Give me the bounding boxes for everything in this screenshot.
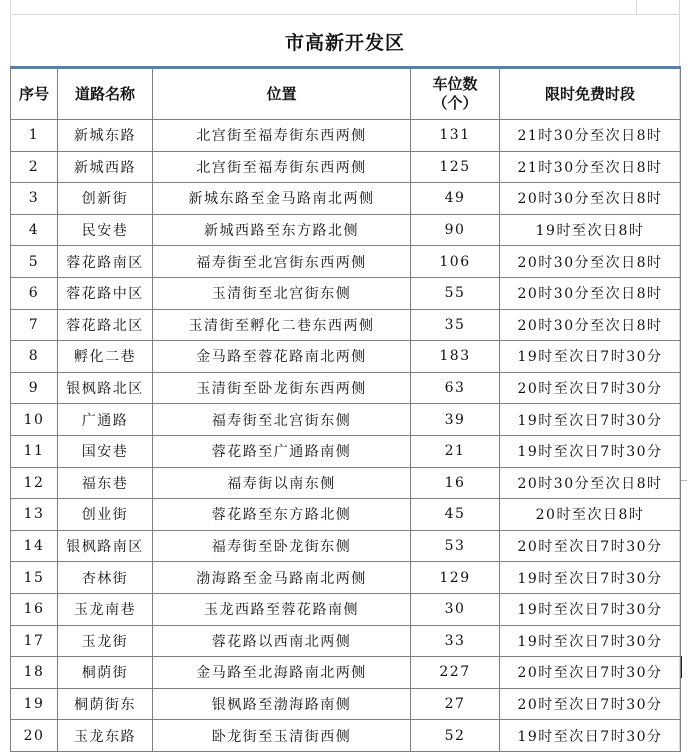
cell-space-count[interactable]: 39 bbox=[411, 404, 500, 436]
cell-location[interactable]: 卧龙街至玉清街西侧 bbox=[153, 720, 411, 752]
cell-space-count[interactable]: 27 bbox=[411, 688, 500, 720]
cell-no[interactable]: 19 bbox=[11, 688, 58, 720]
cell-location[interactable]: 福寿街至北宫街东侧 bbox=[153, 404, 411, 436]
cell-location[interactable]: 金马路至北海路南北两侧 bbox=[153, 657, 411, 689]
table-row bbox=[11, 499, 681, 531]
cell-space-count[interactable]: 33 bbox=[411, 625, 500, 657]
cell-free-period[interactable]: 19时至次日7时30分 bbox=[500, 562, 681, 594]
table-row bbox=[11, 214, 681, 246]
cell-no[interactable]: 13 bbox=[11, 499, 58, 531]
cell-no[interactable]: 18 bbox=[11, 657, 58, 689]
cell-road-name[interactable]: 银枫路南区 bbox=[58, 530, 153, 562]
cell-space-count[interactable]: 90 bbox=[411, 214, 500, 246]
cell-no[interactable]: 8 bbox=[11, 341, 58, 373]
cell-no[interactable]: 15 bbox=[11, 562, 58, 594]
cell-location[interactable]: 福寿街至北宫街东西两侧 bbox=[153, 246, 411, 278]
table-row bbox=[11, 309, 681, 341]
table-row bbox=[11, 277, 681, 309]
cell-road-name[interactable]: 玉龙南巷 bbox=[58, 593, 153, 625]
table-row bbox=[11, 593, 681, 625]
cell-road-name[interactable]: 民安巷 bbox=[58, 214, 153, 246]
cell-no[interactable]: 10 bbox=[11, 404, 58, 436]
cell-road-name[interactable]: 玉龙东路 bbox=[58, 720, 153, 752]
cell-no[interactable]: 14 bbox=[11, 530, 58, 562]
cell-no[interactable]: 11 bbox=[11, 435, 58, 467]
cell-location[interactable]: 北宫街至福寿街东西两侧 bbox=[153, 151, 411, 183]
table-title[interactable]: 市高新开发区 bbox=[284, 31, 405, 54]
cell-space-count[interactable]: 125 bbox=[411, 151, 500, 183]
cell-road-name[interactable]: 杏林街 bbox=[58, 562, 153, 594]
table-row bbox=[11, 435, 681, 467]
cell-location[interactable]: 北宫街至福寿街东西两侧 bbox=[153, 120, 411, 152]
cell-road-name[interactable]: 国安巷 bbox=[58, 435, 153, 467]
cell-location[interactable]: 蓉花路以西南北两侧 bbox=[153, 625, 411, 657]
table-row bbox=[11, 120, 681, 152]
cell-free-period[interactable]: 20时30分至次日8时 bbox=[500, 277, 681, 309]
table-row bbox=[11, 657, 681, 689]
cell-no[interactable]: 3 bbox=[11, 183, 58, 215]
cell-road-name[interactable]: 桐荫街东 bbox=[58, 688, 153, 720]
cell-free-period[interactable]: 20时至次日7时30分 bbox=[500, 530, 681, 562]
cell-space-count[interactable]: 21 bbox=[411, 435, 500, 467]
cell-space-count[interactable]: 49 bbox=[411, 183, 500, 215]
gridline-tick bbox=[681, 480, 687, 481]
table-row bbox=[11, 720, 681, 752]
header-space-count-line2: （个） bbox=[432, 94, 478, 112]
cell-road-name[interactable]: 蓉花路南区 bbox=[58, 246, 153, 278]
cell-free-period[interactable]: 20时30分至次日8时 bbox=[500, 183, 681, 215]
cell-free-period[interactable]: 19时至次日7时30分 bbox=[500, 593, 681, 625]
cell-road-name[interactable]: 蓉花路北区 bbox=[58, 309, 153, 341]
gridline-right-top bbox=[636, 0, 637, 14]
cell-location[interactable]: 金马路至蓉花路南北两侧 bbox=[153, 341, 411, 373]
table-row bbox=[11, 688, 681, 720]
cell-free-period[interactable]: 19时至次日7时30分 bbox=[500, 404, 681, 436]
cell-space-count[interactable]: 106 bbox=[411, 246, 500, 278]
header-space-count-line1: 车位数 bbox=[432, 75, 478, 93]
header-road-name[interactable]: 道路名称 bbox=[58, 68, 153, 120]
cell-road-name[interactable]: 蓉花路中区 bbox=[58, 277, 153, 309]
cell-free-period[interactable]: 19时至次日7时30分 bbox=[500, 720, 681, 752]
cell-space-count[interactable]: 35 bbox=[411, 309, 500, 341]
cell-no[interactable]: 17 bbox=[11, 625, 58, 657]
cell-no[interactable]: 12 bbox=[11, 467, 58, 499]
cell-road-name[interactable]: 玉龙街 bbox=[58, 625, 153, 657]
cell-space-count[interactable]: 55 bbox=[411, 277, 500, 309]
cell-space-count[interactable]: 52 bbox=[411, 720, 500, 752]
cell-free-period[interactable]: 20时30分至次日8时 bbox=[500, 246, 681, 278]
cell-road-name[interactable]: 广通路 bbox=[58, 404, 153, 436]
cell-road-name[interactable]: 新城西路 bbox=[58, 151, 153, 183]
cell-location[interactable]: 玉龙西路至蓉花路南侧 bbox=[153, 593, 411, 625]
cell-location[interactable]: 玉清街至北宫街东侧 bbox=[153, 277, 411, 309]
cell-space-count[interactable]: 227 bbox=[411, 657, 500, 689]
table-row bbox=[11, 530, 681, 562]
cell-space-count[interactable]: 53 bbox=[411, 530, 500, 562]
table-row bbox=[11, 341, 681, 373]
header-no[interactable]: 序号 bbox=[11, 68, 58, 120]
table-row bbox=[11, 625, 681, 657]
cell-space-count[interactable]: 129 bbox=[411, 562, 500, 594]
cell-road-name[interactable]: 新城东路 bbox=[58, 120, 153, 152]
gridline-top bbox=[10, 14, 680, 15]
table-row bbox=[11, 467, 681, 499]
cell-no[interactable]: 2 bbox=[11, 151, 58, 183]
cell-free-period[interactable]: 20时至次日7时30分 bbox=[500, 688, 681, 720]
cell-space-count[interactable]: 45 bbox=[411, 499, 500, 531]
header-row bbox=[11, 68, 681, 120]
cell-space-count[interactable]: 183 bbox=[411, 341, 500, 373]
table-body bbox=[11, 120, 681, 752]
cell-road-name[interactable]: 创业街 bbox=[58, 499, 153, 531]
table-row bbox=[11, 246, 681, 278]
cell-location[interactable]: 新城东路至金马路南北两侧 bbox=[153, 183, 411, 215]
cell-road-name[interactable]: 银枫路北区 bbox=[58, 372, 153, 404]
cell-free-period[interactable]: 20时30分至次日8时 bbox=[500, 309, 681, 341]
cell-no[interactable]: 4 bbox=[11, 214, 58, 246]
cell-space-count[interactable]: 131 bbox=[411, 120, 500, 152]
cell-free-period[interactable]: 19时至次日8时 bbox=[500, 214, 681, 246]
cell-space-count[interactable]: 63 bbox=[411, 372, 500, 404]
cell-free-period[interactable]: 19时至次日7时30分 bbox=[500, 341, 681, 373]
cell-space-count[interactable]: 16 bbox=[411, 467, 500, 499]
cell-road-name[interactable]: 孵化二巷 bbox=[58, 341, 153, 373]
header-free-period[interactable]: 限时免费时段 bbox=[500, 68, 681, 120]
cell-no[interactable]: 9 bbox=[11, 372, 58, 404]
cell-free-period[interactable]: 21时30分至次日8时 bbox=[500, 120, 681, 152]
header-space-count[interactable] bbox=[411, 68, 500, 120]
cell-no[interactable]: 6 bbox=[11, 277, 58, 309]
cell-location[interactable]: 渤海路至金马路南北两侧 bbox=[153, 562, 411, 594]
cell-no[interactable]: 16 bbox=[11, 593, 58, 625]
cell-location[interactable]: 银枫路至渤海路南侧 bbox=[153, 688, 411, 720]
cell-no[interactable]: 5 bbox=[11, 246, 58, 278]
cell-free-period[interactable]: 21时30分至次日8时 bbox=[500, 151, 681, 183]
cell-free-period[interactable]: 20时至次日7时30分 bbox=[500, 657, 681, 689]
cell-location[interactable]: 福寿街至卧龙街东侧 bbox=[153, 530, 411, 562]
header-location[interactable]: 位置 bbox=[153, 68, 411, 120]
cell-free-period[interactable]: 19时至次日7时30分 bbox=[500, 625, 681, 657]
cell-location[interactable]: 福寿街以南东侧 bbox=[153, 467, 411, 499]
cell-no[interactable]: 1 bbox=[11, 120, 58, 152]
cell-free-period[interactable]: 19时至次日7时30分 bbox=[500, 435, 681, 467]
cell-no[interactable]: 20 bbox=[11, 720, 58, 752]
table-row bbox=[11, 372, 681, 404]
cell-location[interactable]: 玉清街至孵化二巷东西两侧 bbox=[153, 309, 411, 341]
cell-location[interactable]: 蓉花路至广通路南侧 bbox=[153, 435, 411, 467]
cell-road-name[interactable]: 创新街 bbox=[58, 183, 153, 215]
table-row bbox=[11, 183, 681, 215]
cell-location[interactable]: 新城西路至东方路北侧 bbox=[153, 214, 411, 246]
cell-road-name[interactable]: 福东巷 bbox=[58, 467, 153, 499]
table-row bbox=[11, 562, 681, 594]
table-row bbox=[11, 151, 681, 183]
cell-free-period[interactable]: 20时至次日8时 bbox=[500, 499, 681, 531]
cell-location[interactable]: 玉清街至卧龙街东西两侧 bbox=[153, 372, 411, 404]
cell-no[interactable]: 7 bbox=[11, 309, 58, 341]
cell-free-period[interactable]: 20时至次日7时30分 bbox=[500, 372, 681, 404]
cell-road-name[interactable]: 桐荫街 bbox=[58, 657, 153, 689]
cell-free-period[interactable]: 20时30分至次日8时 bbox=[500, 467, 681, 499]
parking-table bbox=[10, 66, 681, 752]
cell-location[interactable]: 蓉花路至东方路北侧 bbox=[153, 499, 411, 531]
table-row bbox=[11, 404, 681, 436]
cell-space-count[interactable]: 30 bbox=[411, 593, 500, 625]
